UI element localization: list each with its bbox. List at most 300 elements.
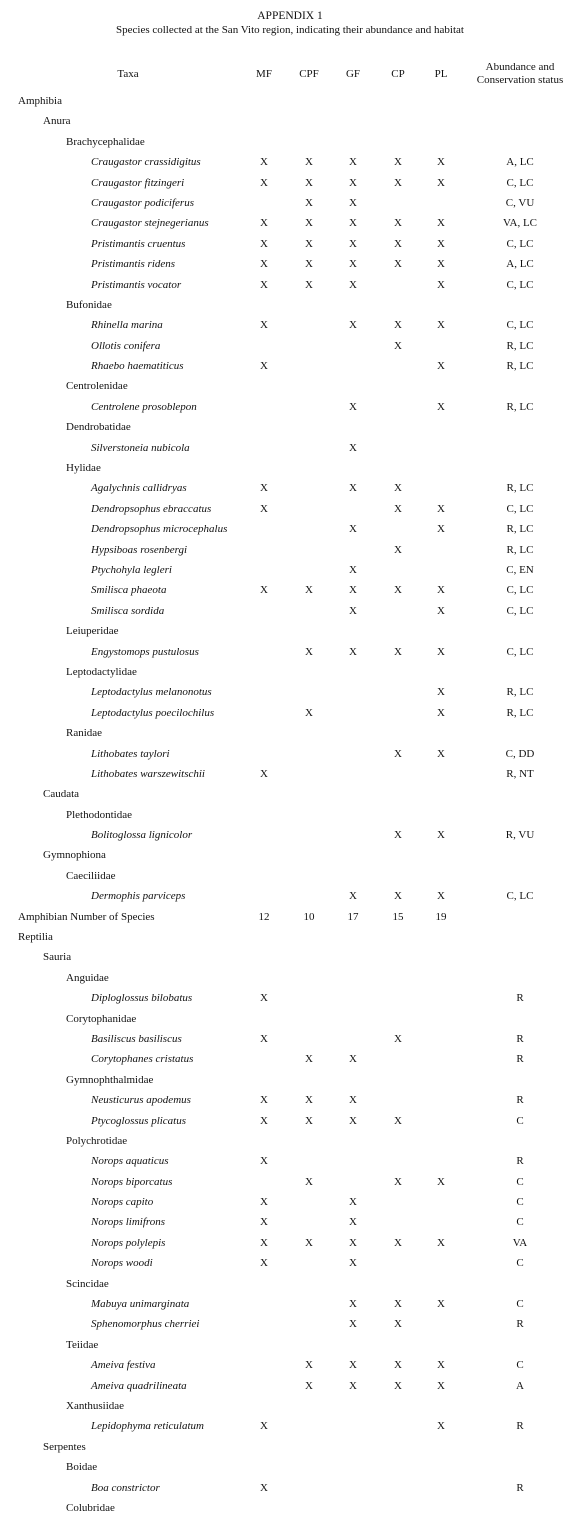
cell-mf: X [260, 1114, 268, 1127]
status-cell: R, LC [506, 706, 534, 719]
species-row [0, 398, 580, 418]
cell-mf: X [260, 1481, 268, 1494]
cell-gf: X [349, 156, 357, 169]
species-name: Diploglossus bilobatus [91, 992, 193, 1005]
cell-mf: X [260, 176, 268, 189]
species-row [0, 989, 580, 1009]
cell-mf: X [260, 278, 268, 291]
cell-mf: 12 [258, 910, 270, 923]
cell-pl: X [437, 360, 445, 373]
species-row [0, 1377, 580, 1397]
species-name: Ameiva festiva [91, 1359, 156, 1372]
cell-cp: X [394, 319, 402, 332]
cell-pl: X [437, 156, 445, 169]
species-name: Norops woodi [91, 1257, 153, 1270]
cell-cp: X [394, 339, 402, 352]
header-taxa: Taxa [117, 68, 139, 80]
cell-gf: X [349, 890, 357, 903]
taxon-label: Sauria [43, 951, 72, 964]
cell-cpf: X [305, 584, 313, 597]
cell-cp: X [394, 482, 402, 495]
cell-gf: X [349, 1379, 357, 1392]
status-cell: A, LC [506, 258, 534, 271]
species-name: Pristimantis ridens [91, 258, 176, 271]
cell-gf: X [349, 278, 357, 291]
cell-cp: X [394, 156, 402, 169]
taxon-group-row [0, 1397, 580, 1417]
cell-mf: X [260, 1155, 268, 1168]
taxon-group-row [0, 969, 580, 989]
species-name: Rhaebo haematiticus [91, 360, 184, 373]
cell-cp: X [394, 890, 402, 903]
species-name: Leptodactylus melanonotus [91, 686, 212, 699]
taxon-group-row [0, 867, 580, 887]
cell-mf: X [260, 482, 268, 495]
species-name: Lepidophyma reticulatum [91, 1420, 204, 1433]
species-table [0, 92, 580, 1519]
taxon-group-row [0, 948, 580, 968]
header-cpf: CPF [299, 68, 319, 80]
cell-cpf: X [305, 1053, 313, 1066]
species-row [0, 887, 580, 907]
taxon-group-row [0, 908, 580, 928]
species-name: Dendropsophus microcephalus [91, 523, 228, 536]
taxon-label: Plethodontidae [66, 808, 132, 821]
taxon-group-row [0, 1336, 580, 1356]
cell-cp: X [394, 1175, 402, 1188]
species-row [0, 1213, 580, 1233]
taxon-label: Gymnophthalmidae [66, 1073, 154, 1086]
species-row [0, 1193, 580, 1213]
taxon-label: Reptilia [18, 931, 53, 944]
cell-mf: X [260, 502, 268, 515]
taxon-label: Colubridae [66, 1501, 115, 1514]
species-name: Craugastor podiciferus [91, 196, 194, 209]
taxon-group-row [0, 622, 580, 642]
species-row [0, 745, 580, 765]
taxon-group-row [0, 1132, 580, 1152]
cell-cp: X [394, 1359, 402, 1372]
species-name: Ollotis conifera [91, 339, 161, 352]
taxon-group-row [0, 459, 580, 479]
species-row [0, 235, 580, 255]
cell-mf: X [260, 1196, 268, 1209]
taxon-label: Serpentes [43, 1440, 86, 1453]
taxon-label: Amphibia [18, 95, 62, 107]
species-row [0, 704, 580, 724]
status-cell: C [516, 1359, 524, 1372]
cell-pl: X [437, 1420, 445, 1433]
cell-mf: X [260, 258, 268, 271]
cell-cpf: X [305, 1236, 313, 1249]
header-mf: MF [256, 68, 272, 80]
cell-cp: X [394, 584, 402, 597]
cell-cpf: X [305, 258, 313, 271]
cell-cpf: X [305, 1379, 313, 1392]
cell-mf: X [260, 360, 268, 373]
cell-gf: X [349, 319, 357, 332]
cell-cpf: X [305, 156, 313, 169]
species-name: Lithobates taylori [91, 747, 170, 760]
cell-gf: X [349, 441, 357, 454]
species-name: Norops aquaticus [91, 1155, 169, 1168]
species-row [0, 1091, 580, 1111]
status-cell: R, LC [506, 686, 534, 699]
taxon-group-row [0, 806, 580, 826]
species-row [0, 826, 580, 846]
species-row [0, 520, 580, 540]
taxon-label: Caeciliidae [66, 869, 116, 882]
cell-pl: X [437, 584, 445, 597]
species-row [0, 214, 580, 234]
species-row [0, 1234, 580, 1254]
species-row [0, 1315, 580, 1335]
cell-pl: X [437, 237, 445, 250]
species-row [0, 643, 580, 663]
cell-gf: X [349, 1114, 357, 1127]
status-cell: C, LC [506, 890, 534, 903]
species-name: Norops polylepis [91, 1236, 166, 1249]
species-row [0, 765, 580, 785]
cell-gf: X [349, 1318, 357, 1331]
cell-cp: X [394, 176, 402, 189]
species-name: Corytophanes cristatus [91, 1053, 194, 1066]
status-cell: C, EN [506, 563, 534, 576]
cell-pl: X [437, 319, 445, 332]
cell-pl: X [437, 1359, 445, 1372]
cell-cp: X [394, 1236, 402, 1249]
species-name: Bolitoglossa lignicolor [91, 829, 193, 842]
status-cell: C [516, 1114, 524, 1127]
species-row [0, 1254, 580, 1274]
species-row [0, 1173, 580, 1193]
status-cell: C, VU [505, 196, 535, 209]
cell-pl: X [437, 645, 445, 658]
taxon-label: Scincidae [66, 1277, 109, 1290]
taxon-label: Hylidae [66, 462, 101, 475]
taxon-label: Brachycephalidae [66, 135, 145, 148]
header-gf: GF [345, 68, 361, 80]
taxon-group-row [0, 928, 580, 948]
status-cell: C, LC [506, 319, 534, 332]
cell-cpf: X [305, 1175, 313, 1188]
appendix-title: APPENDIX 1 [257, 10, 323, 22]
species-name: Centrolene prosoblepon [91, 400, 197, 413]
status-cell: R [516, 1481, 524, 1494]
cell-gf: X [349, 1359, 357, 1372]
cell-gf: X [349, 1094, 357, 1107]
species-name: Smilisca phaeota [91, 584, 167, 597]
status-cell: C, LC [506, 237, 534, 250]
taxon-group-row [0, 1499, 580, 1519]
species-name: Basiliscus basiliscus [91, 1032, 182, 1045]
species-name: Craugastor fitzingeri [91, 176, 185, 189]
cell-gf: X [349, 400, 357, 413]
taxon-label: Xanthusiidae [66, 1400, 125, 1412]
cell-pl: X [437, 258, 445, 271]
status-cell: C, LC [506, 176, 534, 189]
species-row [0, 357, 580, 377]
species-row [0, 500, 580, 520]
species-row [0, 174, 580, 194]
taxon-group-row [0, 112, 580, 132]
cell-gf: 17 [347, 910, 359, 923]
status-cell: R, LC [506, 523, 534, 536]
status-cell: C, LC [506, 278, 534, 291]
species-name: Lithobates warszewitschii [91, 767, 205, 780]
cell-gf: X [349, 1298, 357, 1311]
status-cell: VA, LC [502, 217, 538, 230]
taxon-label: Anura [43, 115, 71, 128]
cell-cp: X [394, 502, 402, 515]
cell-pl: X [437, 829, 445, 842]
cell-pl: X [437, 523, 445, 536]
species-name: Engystomops pustulosus [91, 645, 199, 658]
status-cell: C [516, 1196, 524, 1209]
taxon-group-row [0, 418, 580, 438]
taxon-label: Ranidae [66, 727, 103, 740]
species-row [0, 1417, 580, 1437]
species-name: Norops biporcatus [91, 1175, 173, 1188]
species-row [0, 337, 580, 357]
cell-gf: X [349, 1196, 357, 1209]
cell-gf: X [349, 237, 357, 250]
cell-gf: X [349, 1236, 357, 1249]
cell-gf: X [349, 482, 357, 495]
taxon-label: Centrolenidae [66, 380, 128, 393]
cell-mf: X [260, 584, 268, 597]
status-cell: R [516, 1155, 524, 1168]
taxon-group-row [0, 1071, 580, 1091]
taxon-label: Polychrotidae [66, 1134, 128, 1147]
status-cell: C [516, 1175, 524, 1188]
cell-cp: X [394, 1114, 402, 1127]
species-row [0, 683, 580, 703]
taxon-label: Caudata [43, 788, 80, 801]
cell-cp: X [394, 645, 402, 658]
status-cell: C, LC [506, 645, 534, 658]
cell-pl: X [437, 1236, 445, 1249]
cell-cpf: X [305, 278, 313, 291]
taxon-group-row [0, 1275, 580, 1295]
status-cell: C [516, 1298, 524, 1311]
cell-mf: X [260, 1094, 268, 1107]
cell-gf: X [349, 645, 357, 658]
cell-mf: X [260, 1257, 268, 1270]
cell-gf: X [349, 1053, 357, 1066]
species-row [0, 602, 580, 622]
taxon-label: Teiidae [66, 1338, 99, 1351]
taxon-group-row [0, 133, 580, 153]
status-cell: VA [512, 1236, 528, 1249]
species-name: Boa constrictor [91, 1481, 160, 1494]
species-name: Rhinella marina [91, 319, 163, 332]
cell-mf: X [260, 992, 268, 1005]
cell-cp: X [394, 1379, 402, 1392]
cell-gf: X [349, 584, 357, 597]
cell-cp: X [394, 829, 402, 842]
species-row [0, 479, 580, 499]
species-name: Mabuya unimarginata [91, 1298, 190, 1311]
taxon-group-row [0, 785, 580, 805]
species-row [0, 153, 580, 173]
species-name: Ptychohyla legleri [91, 563, 172, 576]
cell-pl: X [437, 217, 445, 230]
taxon-group-row [0, 846, 580, 866]
cell-cp: X [394, 217, 402, 230]
status-cell: R, LC [506, 360, 534, 373]
cell-mf: X [260, 767, 268, 780]
taxon-group-row [0, 663, 580, 683]
status-cell: C, LC [506, 604, 534, 617]
cell-cp: X [394, 1318, 402, 1331]
status-cell: R, VU [505, 829, 535, 842]
species-name: Norops capito [91, 1196, 154, 1209]
species-name: Dendropsophus ebraccatus [91, 502, 212, 515]
status-cell: R [516, 1420, 524, 1433]
taxon-group-row [0, 1010, 580, 1030]
taxon-group-row [0, 1458, 580, 1478]
species-row [0, 561, 580, 581]
taxon-label: Anguidae [66, 971, 109, 984]
cell-mf: X [260, 1032, 268, 1045]
cell-cpf: 10 [303, 910, 315, 923]
species-name: Ameiva quadrilineata [91, 1379, 187, 1392]
cell-cpf: X [305, 1094, 313, 1107]
cell-pl: X [437, 747, 445, 760]
cell-pl: X [437, 502, 445, 515]
cell-gf: X [349, 176, 357, 189]
species-row [0, 1152, 580, 1172]
species-row [0, 1479, 580, 1499]
cell-gf: X [349, 1216, 357, 1229]
cell-cp: X [394, 543, 402, 556]
species-row [0, 276, 580, 296]
cell-mf: X [260, 319, 268, 332]
species-row [0, 1112, 580, 1132]
species-row [0, 1295, 580, 1315]
status-cell: C [516, 1257, 524, 1270]
taxon-label: Leiuperidae [66, 625, 119, 638]
status-cell: R, LC [506, 400, 534, 413]
cell-pl: X [437, 1175, 445, 1188]
cell-cp: X [394, 1032, 402, 1045]
status-cell: R [516, 992, 524, 1005]
status-cell: R, LC [506, 543, 534, 556]
species-name: Pristimantis cruentus [91, 237, 186, 250]
species-row [0, 1050, 580, 1070]
cell-mf: X [260, 1216, 268, 1229]
species-row [0, 316, 580, 336]
status-cell: R, LC [506, 339, 534, 352]
cell-cp: 15 [392, 910, 404, 923]
taxon-label: Leptodactylidae [66, 665, 137, 678]
status-cell: C, LC [506, 502, 534, 515]
species-name: Smilisca sordida [91, 604, 165, 617]
taxon-group-row [0, 92, 580, 112]
taxon-label: Bufonidae [66, 298, 112, 311]
cell-gf: X [349, 563, 357, 576]
species-row [0, 581, 580, 601]
cell-pl: X [437, 176, 445, 189]
cell-mf: X [260, 217, 268, 230]
taxon-group-row [0, 724, 580, 744]
cell-pl: 19 [435, 910, 447, 923]
species-name: Hypsiboas rosenbergi [91, 543, 188, 556]
taxon-label: Boidae [66, 1461, 98, 1474]
cell-mf: X [260, 237, 268, 250]
species-name: Sphenomorphus cherriei [91, 1318, 200, 1331]
header-status-line2: Conservation status [476, 74, 564, 86]
status-cell: R [516, 1094, 524, 1107]
species-name: Ptycoglossus plicatus [91, 1114, 187, 1127]
status-cell: A, LC [506, 156, 534, 169]
cell-pl: X [437, 400, 445, 413]
cell-pl: X [437, 1379, 445, 1392]
status-cell: C [516, 1216, 524, 1229]
taxon-label: Amphibian Number of Species [18, 910, 155, 923]
species-name: Silverstoneia nubicola [91, 441, 190, 454]
cell-cp: X [394, 1298, 402, 1311]
status-cell: R [516, 1053, 524, 1066]
taxon-group-row [0, 377, 580, 397]
status-cell: C, LC [506, 584, 534, 597]
cell-cp: X [394, 258, 402, 271]
cell-cp: X [394, 237, 402, 250]
cell-gf: X [349, 523, 357, 536]
taxon-label: Corytophanidae [66, 1012, 137, 1025]
cell-cpf: X [305, 645, 313, 658]
status-cell: R, NT [506, 767, 534, 780]
taxon-label: Gymnophiona [43, 849, 106, 862]
cell-pl: X [437, 604, 445, 617]
status-cell: R, LC [506, 482, 534, 495]
species-name: Craugastor crassidigitus [91, 156, 201, 169]
species-name: Neusticurus apodemus [91, 1094, 191, 1107]
species-row [0, 1356, 580, 1376]
species-name: Leptodactylus poecilochilus [91, 706, 215, 719]
species-row [0, 541, 580, 561]
cell-cpf: X [305, 176, 313, 189]
species-row [0, 1030, 580, 1050]
cell-pl: X [437, 278, 445, 291]
taxon-group-row [0, 296, 580, 316]
cell-cp: X [394, 747, 402, 760]
cell-mf: X [260, 156, 268, 169]
taxon-label: Dendrobatidae [66, 421, 131, 434]
taxon-group-row [0, 1438, 580, 1458]
cell-cpf: X [305, 706, 313, 719]
species-name: Agalychnis callidryas [91, 482, 187, 495]
cell-cpf: X [305, 1359, 313, 1372]
species-name: Norops limifrons [91, 1216, 166, 1229]
cell-gf: X [349, 258, 357, 271]
species-row [0, 439, 580, 459]
cell-mf: X [260, 1236, 268, 1249]
status-cell: C, DD [505, 747, 535, 760]
cell-pl: X [437, 890, 445, 903]
cell-gf: X [349, 604, 357, 617]
species-row [0, 255, 580, 275]
header-pl: PL [434, 68, 448, 80]
species-name: Craugastor stejnegerianus [91, 217, 209, 230]
species-name: Dermophis parviceps [91, 890, 186, 903]
cell-gf: X [349, 217, 357, 230]
header-status-line1: Abundance and [485, 61, 555, 73]
cell-cpf: X [305, 217, 313, 230]
species-name: Pristimantis vocator [91, 278, 182, 291]
cell-gf: X [349, 196, 357, 209]
